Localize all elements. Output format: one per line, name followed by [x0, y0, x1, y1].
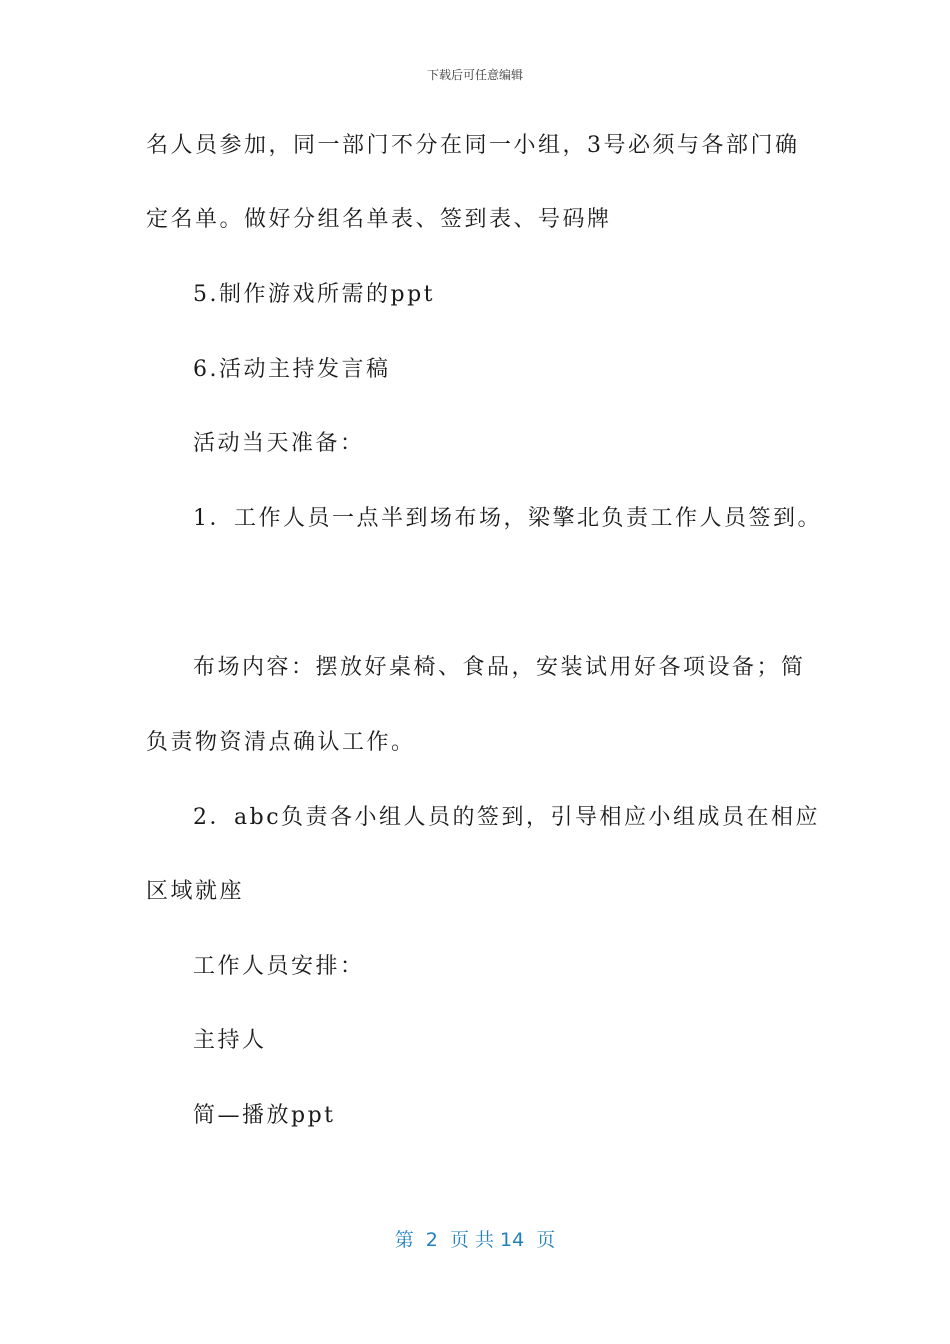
- body-line: 1．工作人员一点半到场布场，梁擎北负责工作人员签到。: [193, 506, 822, 531]
- body-line: 布场内容：摆放好桌椅、食品，安装试用好各项设备；简: [193, 655, 806, 680]
- page-header: 下载后可任意编辑: [426, 68, 523, 82]
- body-line: 主持人: [193, 1028, 267, 1053]
- body-line: 活动当天准备：: [193, 431, 365, 456]
- body-line: 区域就座: [146, 879, 245, 904]
- body-line: 简—播放ppt: [193, 1103, 336, 1128]
- body-line: 工作人员安排：: [193, 954, 365, 979]
- body-line: 负责物资清点确认工作。: [146, 730, 416, 755]
- body-line: 2．abc负责各小组人员的签到，引导相应小组成员在相应: [193, 805, 821, 830]
- body-line: 定名单。做好分组名单表、签到表、号码牌: [146, 207, 612, 232]
- body-line: 5.制作游戏所需的ppt: [193, 282, 435, 307]
- body-line: 名人员参加，同一部门不分在同一小组，3号必须与各部门确: [146, 133, 800, 158]
- page-number-footer: 第 2 页 共 14 页: [394, 1229, 556, 1251]
- body-line: 6.活动主持发言稿: [193, 357, 391, 382]
